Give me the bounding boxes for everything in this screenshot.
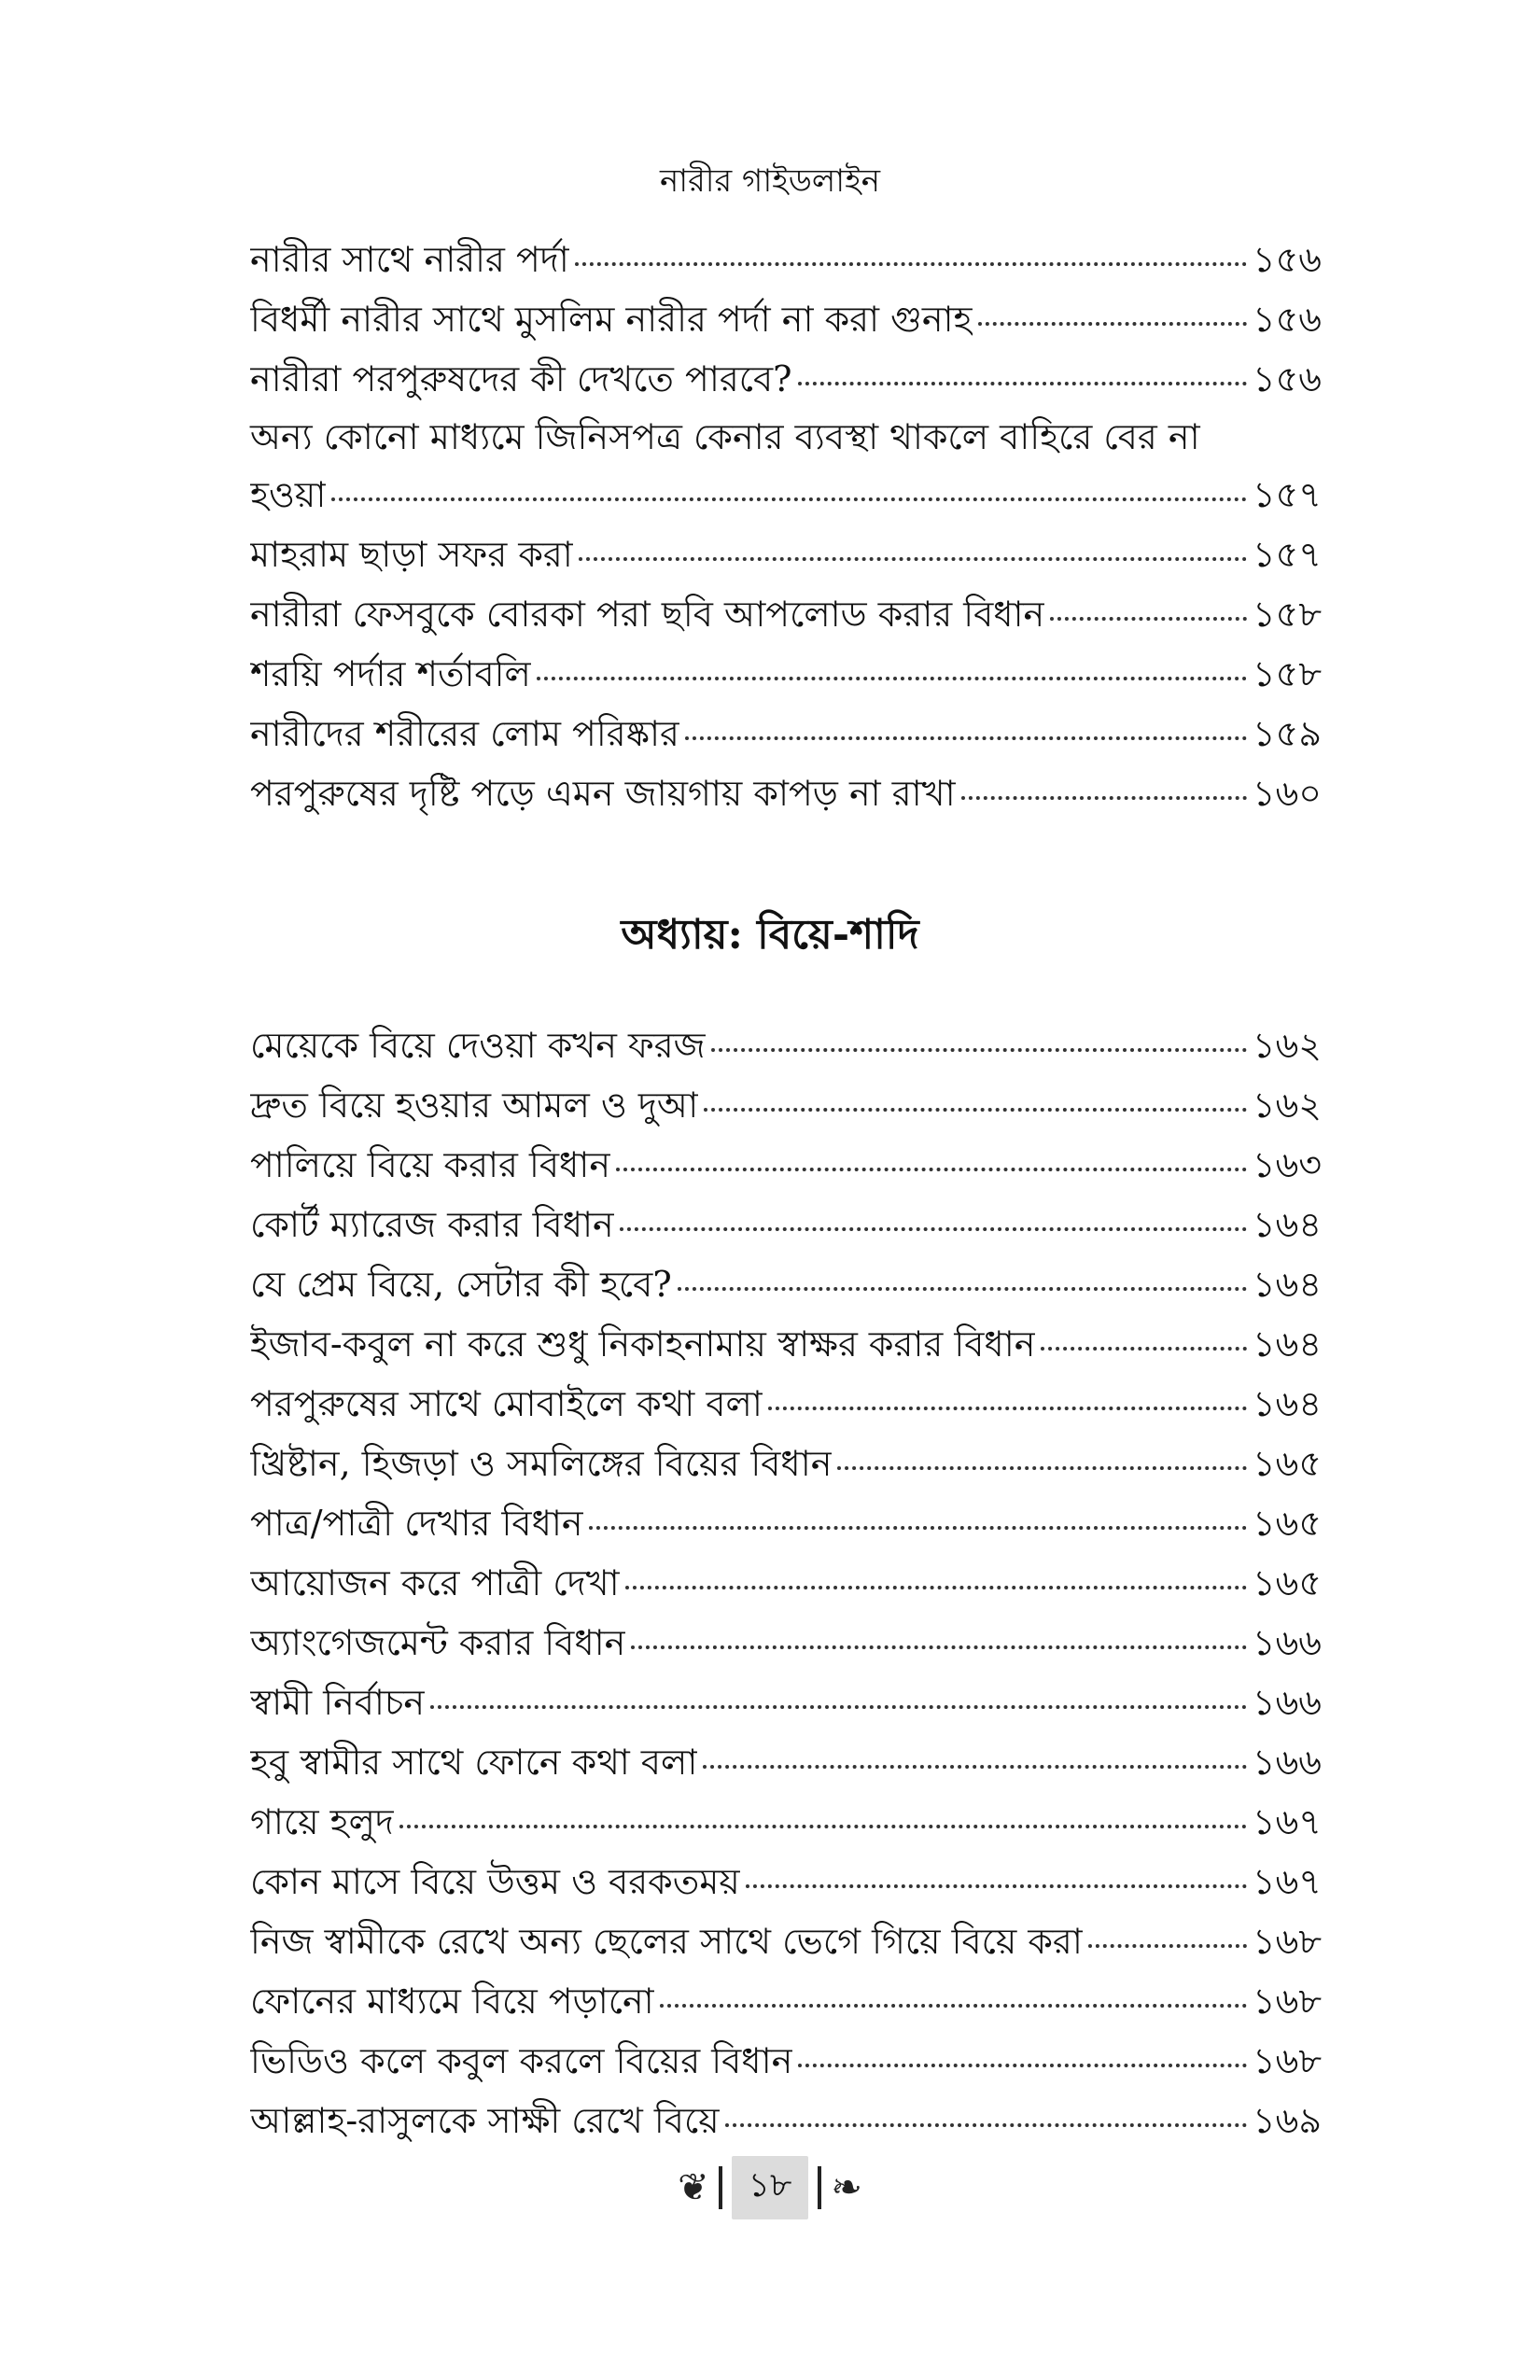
dot-leader [579, 557, 1247, 561]
ornament-right-icon: ❧ [831, 2166, 862, 2209]
toc-entry-title: পাত্র/পাত্রী দেখার বিধান [250, 1503, 583, 1544]
toc-entry-page: ১৬৪ [1252, 1323, 1322, 1365]
toc-entry-page: ১৬৮ [1252, 1981, 1322, 2022]
toc-entry [250, 525, 1322, 584]
dot-leader [711, 1048, 1247, 1052]
toc-entry-title: নারীর সাথে নারীর পর্দা [250, 239, 569, 280]
dot-leader [678, 1287, 1247, 1291]
dot-leader [660, 2004, 1247, 2008]
toc-entry-page: ১৫৯ [1253, 713, 1322, 754]
dot-leader [620, 1227, 1247, 1231]
dot-leader [746, 1884, 1247, 1888]
toc-entry-page: ১৬৩ [1252, 1144, 1322, 1185]
dot-leader [768, 1407, 1247, 1410]
toc-entry [250, 1911, 1322, 1971]
toc-entry-title: নারীদের শরীরের লোম পরিষ্কার [250, 713, 679, 754]
dot-leader [961, 796, 1247, 800]
toc-entry-title: হবু স্বামীর সাথে ফোনে কথা বলা [250, 1742, 698, 1783]
toc-entry [250, 1314, 1322, 1374]
toc-entry-title: নারীরা ফেসবুকে বোরকা পরা ছবি আপলোড করার বিধান [250, 594, 1045, 635]
dot-leader [399, 1825, 1247, 1828]
toc-entry-page: ১৬৪ [1252, 1383, 1322, 1424]
dot-leader [725, 2123, 1247, 2127]
toc-entry-page: ১৬৭ [1252, 1861, 1322, 1902]
toc-entry-page: ১৬৫ [1252, 1562, 1322, 1603]
toc-entry [250, 1553, 1322, 1613]
dot-leader [331, 497, 1247, 501]
toc-entry-page: ১৬৯ [1252, 2100, 1322, 2141]
toc-entry-title: মেয়েকে বিয়ে দেওয়া কখন ফরজ [250, 1025, 706, 1066]
toc-entry-title: ফোনের মাধ্যমে বিয়ে পড়ানো [250, 1981, 654, 2022]
toc-entry-title: শরয়ি পর্দার শর্তাবলি [250, 653, 531, 694]
toc-entry [250, 1374, 1322, 1434]
toc-section-1 [250, 230, 1322, 823]
toc-entry [250, 2031, 1322, 2091]
toc-entry [250, 1015, 1322, 1075]
dot-leader [616, 1168, 1247, 1171]
toc-entry-title-line2: হওয়া [250, 474, 327, 515]
dot-leader [430, 1705, 1247, 1709]
toc-entry [250, 1613, 1322, 1673]
toc-entry [250, 644, 1322, 704]
toc-entry-page: ১৬৬ [1252, 1682, 1322, 1723]
toc-entry [250, 289, 1322, 349]
toc-entry-title: ইজাব-কবুল না করে শুধু নিকাহনামায় স্বাক্ষর করার বিধান [250, 1323, 1036, 1365]
dot-leader [589, 1526, 1247, 1530]
dot-leader [1050, 617, 1247, 621]
dot-leader [837, 1466, 1247, 1470]
ornament-left-icon: ❦ [678, 2166, 709, 2209]
toc-entry-page: ১৬৪ [1252, 1264, 1322, 1305]
dot-leader [1041, 1347, 1247, 1351]
toc-entry-title: অ্যাংগেজমেন্ট করার বিধান [250, 1622, 626, 1663]
toc-entry [250, 1434, 1322, 1493]
toc-entry-title: মাহরাম ছাড়া সফর করা [250, 534, 573, 575]
toc-entry [250, 1254, 1322, 1314]
toc-entry-page: ১৬৭ [1252, 1801, 1322, 1842]
dot-leader [704, 1108, 1247, 1112]
dot-leader [631, 1645, 1247, 1649]
toc-entry [250, 230, 1322, 289]
toc-entry-title: ভিডিও কলে কবুল করলে বিয়ের বিধান [250, 2040, 793, 2081]
toc-entry [250, 2091, 1322, 2150]
toc-entry-page: ১৬২ [1252, 1025, 1322, 1066]
toc-entry-wrapped [250, 409, 1322, 525]
toc-entry [250, 1135, 1322, 1195]
toc-entry [250, 704, 1322, 763]
toc-entry-page: ১৬৬ [1252, 1742, 1322, 1783]
chapter-heading: অধ্যায়: বিয়ে-শাদি [621, 911, 919, 959]
toc-entry-title: পালিয়ে বিয়ে করার বিধান [250, 1144, 610, 1185]
toc-entry-title: নিজ স্বামীকে রেখে অন্য ছেলের সাথে ভেগে গিয়ে বিয়ে করা [250, 1921, 1083, 1962]
toc-entry-title: পরপুরুষের সাথে মোবাইলে কথা বলা [250, 1383, 763, 1424]
running-head: নারীর গাইডলাইন [659, 162, 881, 200]
toc-entry-page: ১৫৭ [1252, 474, 1322, 515]
toc-entry [250, 763, 1322, 823]
toc-entry-page: ১৬৫ [1252, 1443, 1322, 1484]
toc-entry-page: ১৫৭ [1252, 534, 1322, 575]
toc-entry-title: পরপুরুষের দৃষ্টি পড়ে এমন জায়গায় কাপড় না রাখা [250, 773, 956, 814]
toc-entry-title: নারীরা পরপুরুষদের কী দেখতে পারবে? [250, 358, 792, 399]
dot-leader [978, 322, 1247, 326]
toc-entry-page: ১৫৬ [1252, 239, 1322, 280]
dot-leader [625, 1586, 1247, 1589]
page-number: ১৮ [732, 2156, 809, 2219]
dot-leader [575, 262, 1247, 266]
toc-entry-title: খ্রিষ্টান, হিজড়া ও সমলিঙ্গের বিয়ের বিধান [250, 1443, 833, 1484]
toc-entry-page: ১৫৮ [1253, 594, 1322, 635]
toc-entry-title: গায়ে হলুদ [250, 1801, 394, 1842]
dot-leader [1088, 1944, 1247, 1948]
toc-entry-title: যে প্রেম বিয়ে, সেটার কী হবে? [250, 1264, 672, 1305]
toc-entry-title: দ্রুত বিয়ে হওয়ার আমল ও দুআ [250, 1085, 699, 1126]
toc-entry [250, 1075, 1322, 1135]
dot-leader [537, 677, 1247, 680]
dot-leader [703, 1765, 1247, 1769]
toc-entry-page: ১৬৪ [1252, 1204, 1322, 1245]
toc-entry [250, 349, 1322, 409]
dot-leader [798, 382, 1247, 385]
toc-section-2 [250, 1015, 1322, 2150]
toc-entry [250, 1792, 1322, 1852]
page-footer [0, 2156, 1540, 2219]
toc-entry [250, 465, 1322, 525]
toc-entry-page: ১৬২ [1252, 1085, 1322, 1126]
dot-leader [798, 2064, 1247, 2067]
toc-entry-page: ১৫৬ [1252, 299, 1322, 340]
toc-entry [250, 1971, 1322, 2031]
toc-entry [250, 1493, 1322, 1553]
toc-entry [250, 584, 1322, 644]
toc-entry-title: আল্লাহ-রাসুলকে সাক্ষী রেখে বিয়ে [250, 2100, 720, 2141]
toc-entry-page: ১৬০ [1252, 773, 1322, 814]
toc-entry-page: ১৫৬ [1252, 358, 1322, 399]
toc-entry-title: বিধর্মী নারীর সাথে মুসলিম নারীর পর্দা না করা গুনাহ [250, 299, 973, 340]
toc-entry-page: ১৬৫ [1252, 1503, 1322, 1544]
toc-entry-title-line1: অন্য কোনো মাধ্যমে জিনিসপত্র কেনার ব্যবস্থা থাকলে বাহিরে বের না [250, 416, 1200, 457]
toc-entry-page: ১৬৬ [1252, 1622, 1322, 1663]
toc-entry [250, 1673, 1322, 1732]
toc-entry-page: ১৬৮ [1252, 2040, 1322, 2081]
toc-entry [250, 1195, 1322, 1254]
dot-leader [685, 736, 1247, 740]
divider-bar [719, 2166, 722, 2209]
toc-entry-title: আয়োজন করে পাত্রী দেখা [250, 1562, 620, 1603]
toc-entry [250, 1732, 1322, 1792]
toc-entry-page: ১৬৮ [1252, 1921, 1322, 1962]
toc-entry-title: স্বামী নির্বাচন [250, 1682, 426, 1723]
divider-bar [818, 2166, 821, 2209]
toc-entry [250, 1852, 1322, 1911]
toc-entry-title: কোর্ট ম্যারেজ করার বিধান [250, 1204, 614, 1245]
toc-entry-title: কোন মাসে বিয়ে উত্তম ও বরকতময় [250, 1861, 740, 1902]
toc-entry-page: ১৫৮ [1253, 653, 1322, 694]
